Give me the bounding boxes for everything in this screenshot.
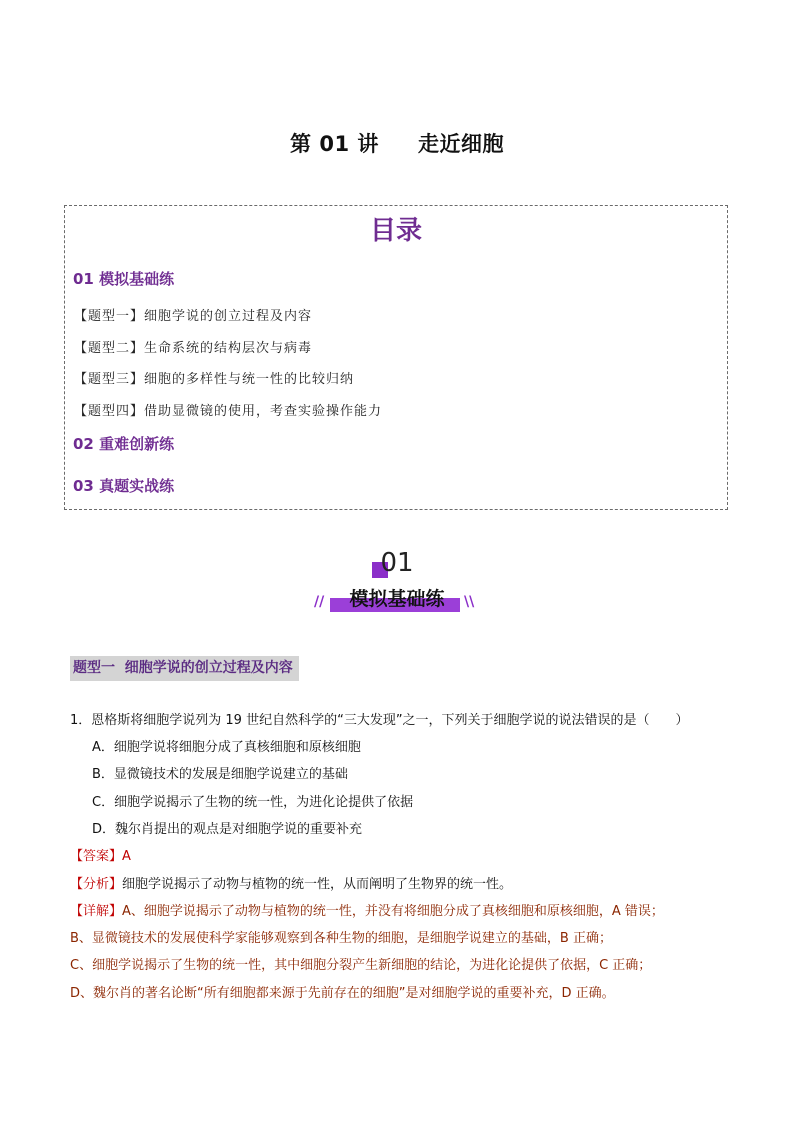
section-name: 模拟基础练: [349, 588, 445, 610]
detail-text-a: A、细胞学说揭示了动物与植物的统一性，并没有将细胞分成了真核细胞和原核细胞，A 错误；: [122, 904, 664, 919]
analysis-text: 细胞学说揭示了动物与植物的统一性，从而阐明了生物界的统一性。: [122, 877, 513, 892]
detail-line-b: B、显微镜技术的发展使科学家能够观察到各种生物的细胞，是细胞学说建立的基础，B 正确；: [70, 931, 612, 946]
page-title: 第 01 讲 走近细胞: [290, 132, 504, 156]
detail-line-c: C、细胞学说揭示了生物的统一性，其中细胞分裂产生新细胞的结论，为进化论提供了依据，C 正确；: [70, 958, 652, 973]
toc-item-type2[interactable]: 【题型二】生命系统的结构层次与病毒: [74, 341, 313, 356]
toc-item-type4[interactable]: 【题型四】借助显微镜的使用，考查实验操作能力: [74, 404, 383, 419]
detail-label: 【详解】: [70, 904, 123, 919]
question-stem: 1．恩格斯将细胞学说列为 19 世纪自然科学的“三大发现”之一，下列关于细胞学说的说法错误的是（ ）: [70, 713, 689, 728]
toc-section-1[interactable]: 01 模拟基础练: [73, 270, 175, 288]
slash-decoration-left: //: [314, 594, 325, 610]
type-heading: 题型一 细胞学说的创立过程及内容: [70, 656, 299, 681]
option-c: C．细胞学说揭示了生物的统一性，为进化论提供了依据: [92, 795, 414, 810]
answer-value: A: [122, 849, 131, 864]
table-of-contents: [64, 205, 728, 510]
toc-section-3[interactable]: 03 真题实战练: [73, 477, 175, 495]
answer-label: 【答案】: [70, 849, 123, 864]
toc-item-type1[interactable]: 【题型一】细胞学说的创立过程及内容: [74, 309, 313, 324]
detail-line-a: [70, 903, 664, 921]
detail-line-d: D、魏尔肖的著名论断“所有细胞都来源于先前存在的细胞”是对细胞学说的重要补充，D 正确。: [70, 986, 615, 1001]
section-number: 01: [380, 548, 414, 578]
option-d: D．魏尔肖提出的观点是对细胞学说的重要补充: [92, 822, 363, 837]
analysis-label: 【分析】: [70, 877, 123, 892]
toc-item-type3[interactable]: 【题型三】细胞的多样性与统一性的比较归纳: [74, 372, 355, 387]
analysis-line: [70, 876, 512, 894]
option-a: A．细胞学说将细胞分成了真核细胞和原核细胞: [92, 740, 361, 755]
slash-decoration-right: \\: [464, 594, 475, 610]
option-b: B．显微镜技术的发展是细胞学说建立的基础: [92, 767, 348, 782]
toc-section-2[interactable]: 02 重难创新练: [73, 435, 175, 453]
toc-title: 目录: [369, 216, 422, 246]
answer-line: [70, 848, 131, 866]
